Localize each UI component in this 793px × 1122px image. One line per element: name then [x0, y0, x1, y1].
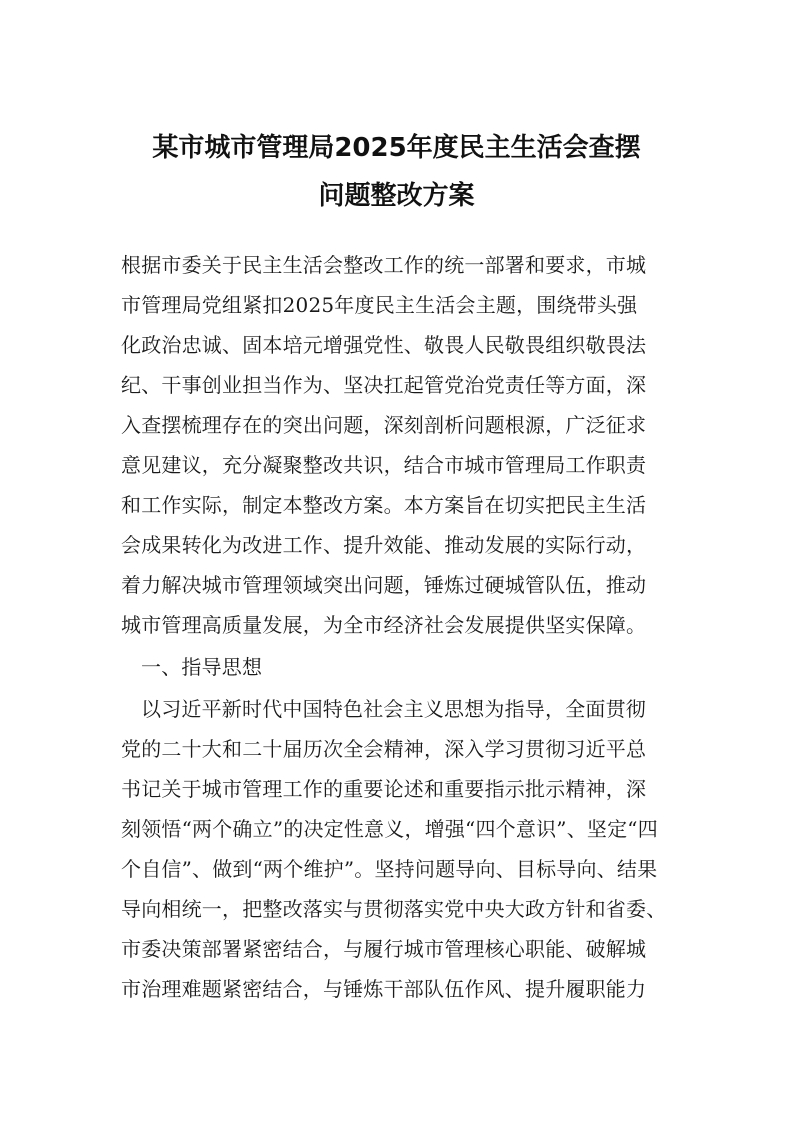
body-line: 导向相统一，把整改落实与贯彻落实党中央大政方针和省委、 — [121, 897, 667, 921]
intro-line: 市管理局党组紧扣2025年度民主生活会主题，围绕带头强 — [121, 293, 638, 317]
body-line: 市治理难题紧密结合，与锤炼干部队伍作风、提升履职能力 — [121, 977, 647, 1001]
body-line: 书记关于城市管理工作的重要论述和重要指示批示精神，深 — [121, 777, 647, 801]
body-line: 市委决策部署紧密结合，与履行城市管理核心职能、破解城 — [121, 937, 647, 961]
intro-line: 意见建议，充分凝聚整改共识，结合市城市管理局工作职责 — [121, 453, 647, 477]
body-line: 党的二十大和二十届历次全会精神，深入学习贯彻习近平总 — [121, 737, 647, 761]
body-line: 刻领悟“两个确立”的决定性意义，增强“四个意识”、坚定“四 — [121, 817, 658, 841]
intro-line: 会成果转化为改进工作、提升效能、推动发展的实际行动， — [121, 533, 647, 557]
document-title-line-1: 某市城市管理局2025年度民主生活会查摆 — [152, 133, 641, 163]
intro-line: 化政治忠诚、固本培元增强党性、敬畏人民敬畏组织敬畏法 — [121, 333, 647, 357]
intro-line: 入查摆梳理存在的突出问题，深刻剖析问题根源，广泛征求 — [121, 413, 647, 437]
section-heading-guiding-ideology: 一、指导思想 — [141, 655, 263, 679]
intro-line: 城市管理高质量发展，为全市经济社会发展提供坚实保障。 — [121, 613, 647, 637]
intro-line: 着力解决城市管理领域突出问题，锤炼过硬城管队伍，推动 — [121, 573, 647, 597]
intro-line: 和工作实际，制定本整改方案。本方案旨在切实把民主生活 — [121, 493, 647, 517]
intro-line: 根据市委关于民主生活会整改工作的统一部署和要求，市城 — [121, 253, 647, 277]
body-line: 以习近平新时代中国特色社会主义思想为指导，全面贯彻 — [141, 697, 646, 721]
intro-line: 纪、干事创业担当作为、坚决扛起管党治党责任等方面，深 — [121, 373, 647, 397]
document-title-line-2: 问题整改方案 — [318, 181, 475, 211]
body-line: 个自信”、做到“两个维护”。坚持问题导向、目标导向、结果 — [121, 857, 658, 881]
